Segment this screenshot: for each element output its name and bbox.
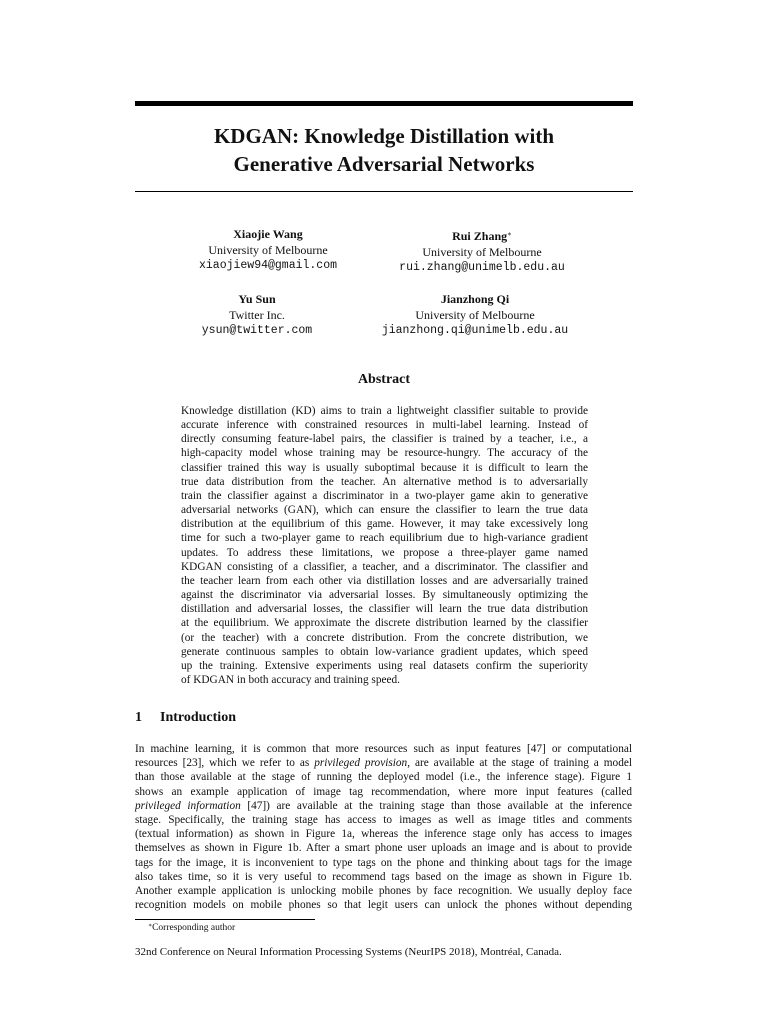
author-email: rui.zhang@unimelb.edu.au: [399, 261, 565, 274]
footnote-rule: [135, 919, 315, 920]
section-heading-introduction: [135, 710, 236, 726]
abstract-line: true data distribution from the teacher. An alternative method is to adversarially: [181, 475, 588, 488]
body-line: resources [23], which we refer to as privileged provision, are available at the stage of training a model: [135, 757, 632, 770]
author-name: Rui Zhang∗: [452, 229, 512, 243]
footnote-mark: ∗: [148, 923, 153, 929]
author-affiliation: University of Melbourne: [415, 307, 535, 322]
title-line-2: Generative Adversarial Networks: [233, 152, 535, 176]
abstract-line: directly consuming feature-label pairs, the classifier is trained by a teacher, i.e., a: [181, 433, 588, 446]
author-affiliation: Twitter Inc.: [229, 307, 285, 322]
abstract-line: updates. To address these limitations, we propose a three-player game named: [181, 546, 588, 559]
section-number: 1: [135, 710, 142, 725]
abstract-line: KDGAN consisting of a classifier, a teacher, and a discriminator. The classifier and: [181, 560, 588, 573]
abstract-line: the teacher learn from each other via distillation losses and are adversarially trained: [181, 574, 588, 587]
abstract-line: of KDGAN in both accuracy and training speed.: [181, 673, 400, 686]
author-email: ysun@twitter.com: [201, 324, 313, 337]
body-line: (textual information) as shown in Figure 1a, whereas the inference stage only has access to images: [135, 828, 632, 841]
body-line: than those available at the stage of running the deployed model (i.e., the inference stage). Figure 1: [135, 771, 632, 784]
body-line: tags for the image, it is inconvenient to type tags on the phone and thinking about tags for the image: [135, 856, 632, 869]
abstract-heading: Abstract: [357, 372, 411, 387]
abstract-line: up the training. Extensive experiments using real datasets confirm the superiority: [181, 659, 588, 672]
abstract-line: distillation and adversarial losses, the classifier will learn the true data distribution: [181, 603, 588, 616]
author-name: Jianzhong Qi: [440, 292, 510, 306]
body-line: shows an example application of image tag recommendation, where more input features (called: [135, 785, 632, 798]
author-block-jianzhong-qi: [345, 292, 605, 339]
abstract-line: classifier trained this way is usually suboptimal because it is difficult to learn the: [181, 461, 588, 474]
body-line: recognition models on mobile phones so that legit users can unlock the phones without depending: [135, 899, 632, 912]
emphasis-privileged-information: privileged information: [135, 799, 241, 812]
paper-title: [135, 122, 633, 178]
emphasis-privileged-provision: privileged provision: [314, 757, 408, 770]
abstract-line: at the equilibrium. We approximate the discrete distribution learned by the classifier: [181, 617, 588, 630]
author-block-rui-zhang: [352, 227, 612, 276]
body-line: stage. Specifically, the training stage has access to images as well as image titles and comments: [135, 814, 632, 827]
body-line: Another example application is unlocking mobile phones by face recognition. We usually deploy face: [135, 885, 632, 898]
section-title: Introduction: [160, 710, 236, 725]
abstract-line: high-capacity model whose training may be resource-hungry. The accuracy of the: [181, 447, 588, 460]
abstract-line: accurate inference with constrained resources in multi-label learning. Instead of: [181, 419, 588, 432]
abstract-line: generate continuous samples to obtain low-variance gradient updates, which speed: [181, 645, 588, 658]
body-line: also takes time, so it is very useful to recommend tags based on the image as shown in Figure 1b.: [135, 870, 632, 883]
author-email: xiaojiew94@gmail.com: [198, 259, 338, 272]
body-line: privileged information [47]) are available at the training stage than those available at the inference: [135, 799, 632, 812]
venue-note: 32nd Conference on Neural Information Processing Systems (NeurIPS 2018), Montréal, Canada.: [135, 946, 562, 958]
body-line: In machine learning, it is common that more resources such as input features [47] or computational: [135, 743, 632, 755]
author-name: Yu Sun: [238, 292, 276, 306]
title-bottom-rule: [135, 191, 633, 192]
corresponding-author-mark: ∗: [507, 230, 512, 238]
abstract-line: distribution at the equilibrium of this game. However, it may take excessively long: [181, 518, 588, 531]
abstract-line: train the classifier against a discriminator in a two-player game akin to generative: [181, 489, 588, 502]
footnote: [148, 922, 235, 933]
body-line: themselves as shown in Figure 1b. After a smart phone user uploads an image and is about to provide: [135, 842, 632, 855]
author-name: Xiaojie Wang: [233, 227, 303, 241]
introduction-body: [135, 742, 632, 912]
title-line-1: KDGAN: Knowledge Distillation with: [213, 124, 555, 148]
abstract-line: time for such a two-player game to reach equilibrium due to high-variance gradient: [181, 532, 588, 545]
author-affiliation: University of Melbourne: [208, 242, 328, 257]
abstract-line: Knowledge distillation (KD) aims to train a lightweight classifier suitable to provide: [181, 405, 588, 417]
abstract-line: (or the teacher) with a concrete distribution. From the concrete distribution, we: [181, 631, 588, 644]
title-top-rule: [135, 101, 633, 106]
author-affiliation: University of Melbourne: [422, 244, 542, 259]
abstract-body: [181, 404, 588, 687]
author-email: jianzhong.qi@unimelb.edu.au: [381, 324, 569, 337]
footnote-text: Corresponding author: [152, 923, 236, 933]
abstract-line: against the discriminator via adversarial losses. By simultaneously optimizing the: [181, 589, 588, 602]
abstract-line: adversarial networks (GAN), which can ensure the classifier to learn the true data: [181, 504, 588, 517]
